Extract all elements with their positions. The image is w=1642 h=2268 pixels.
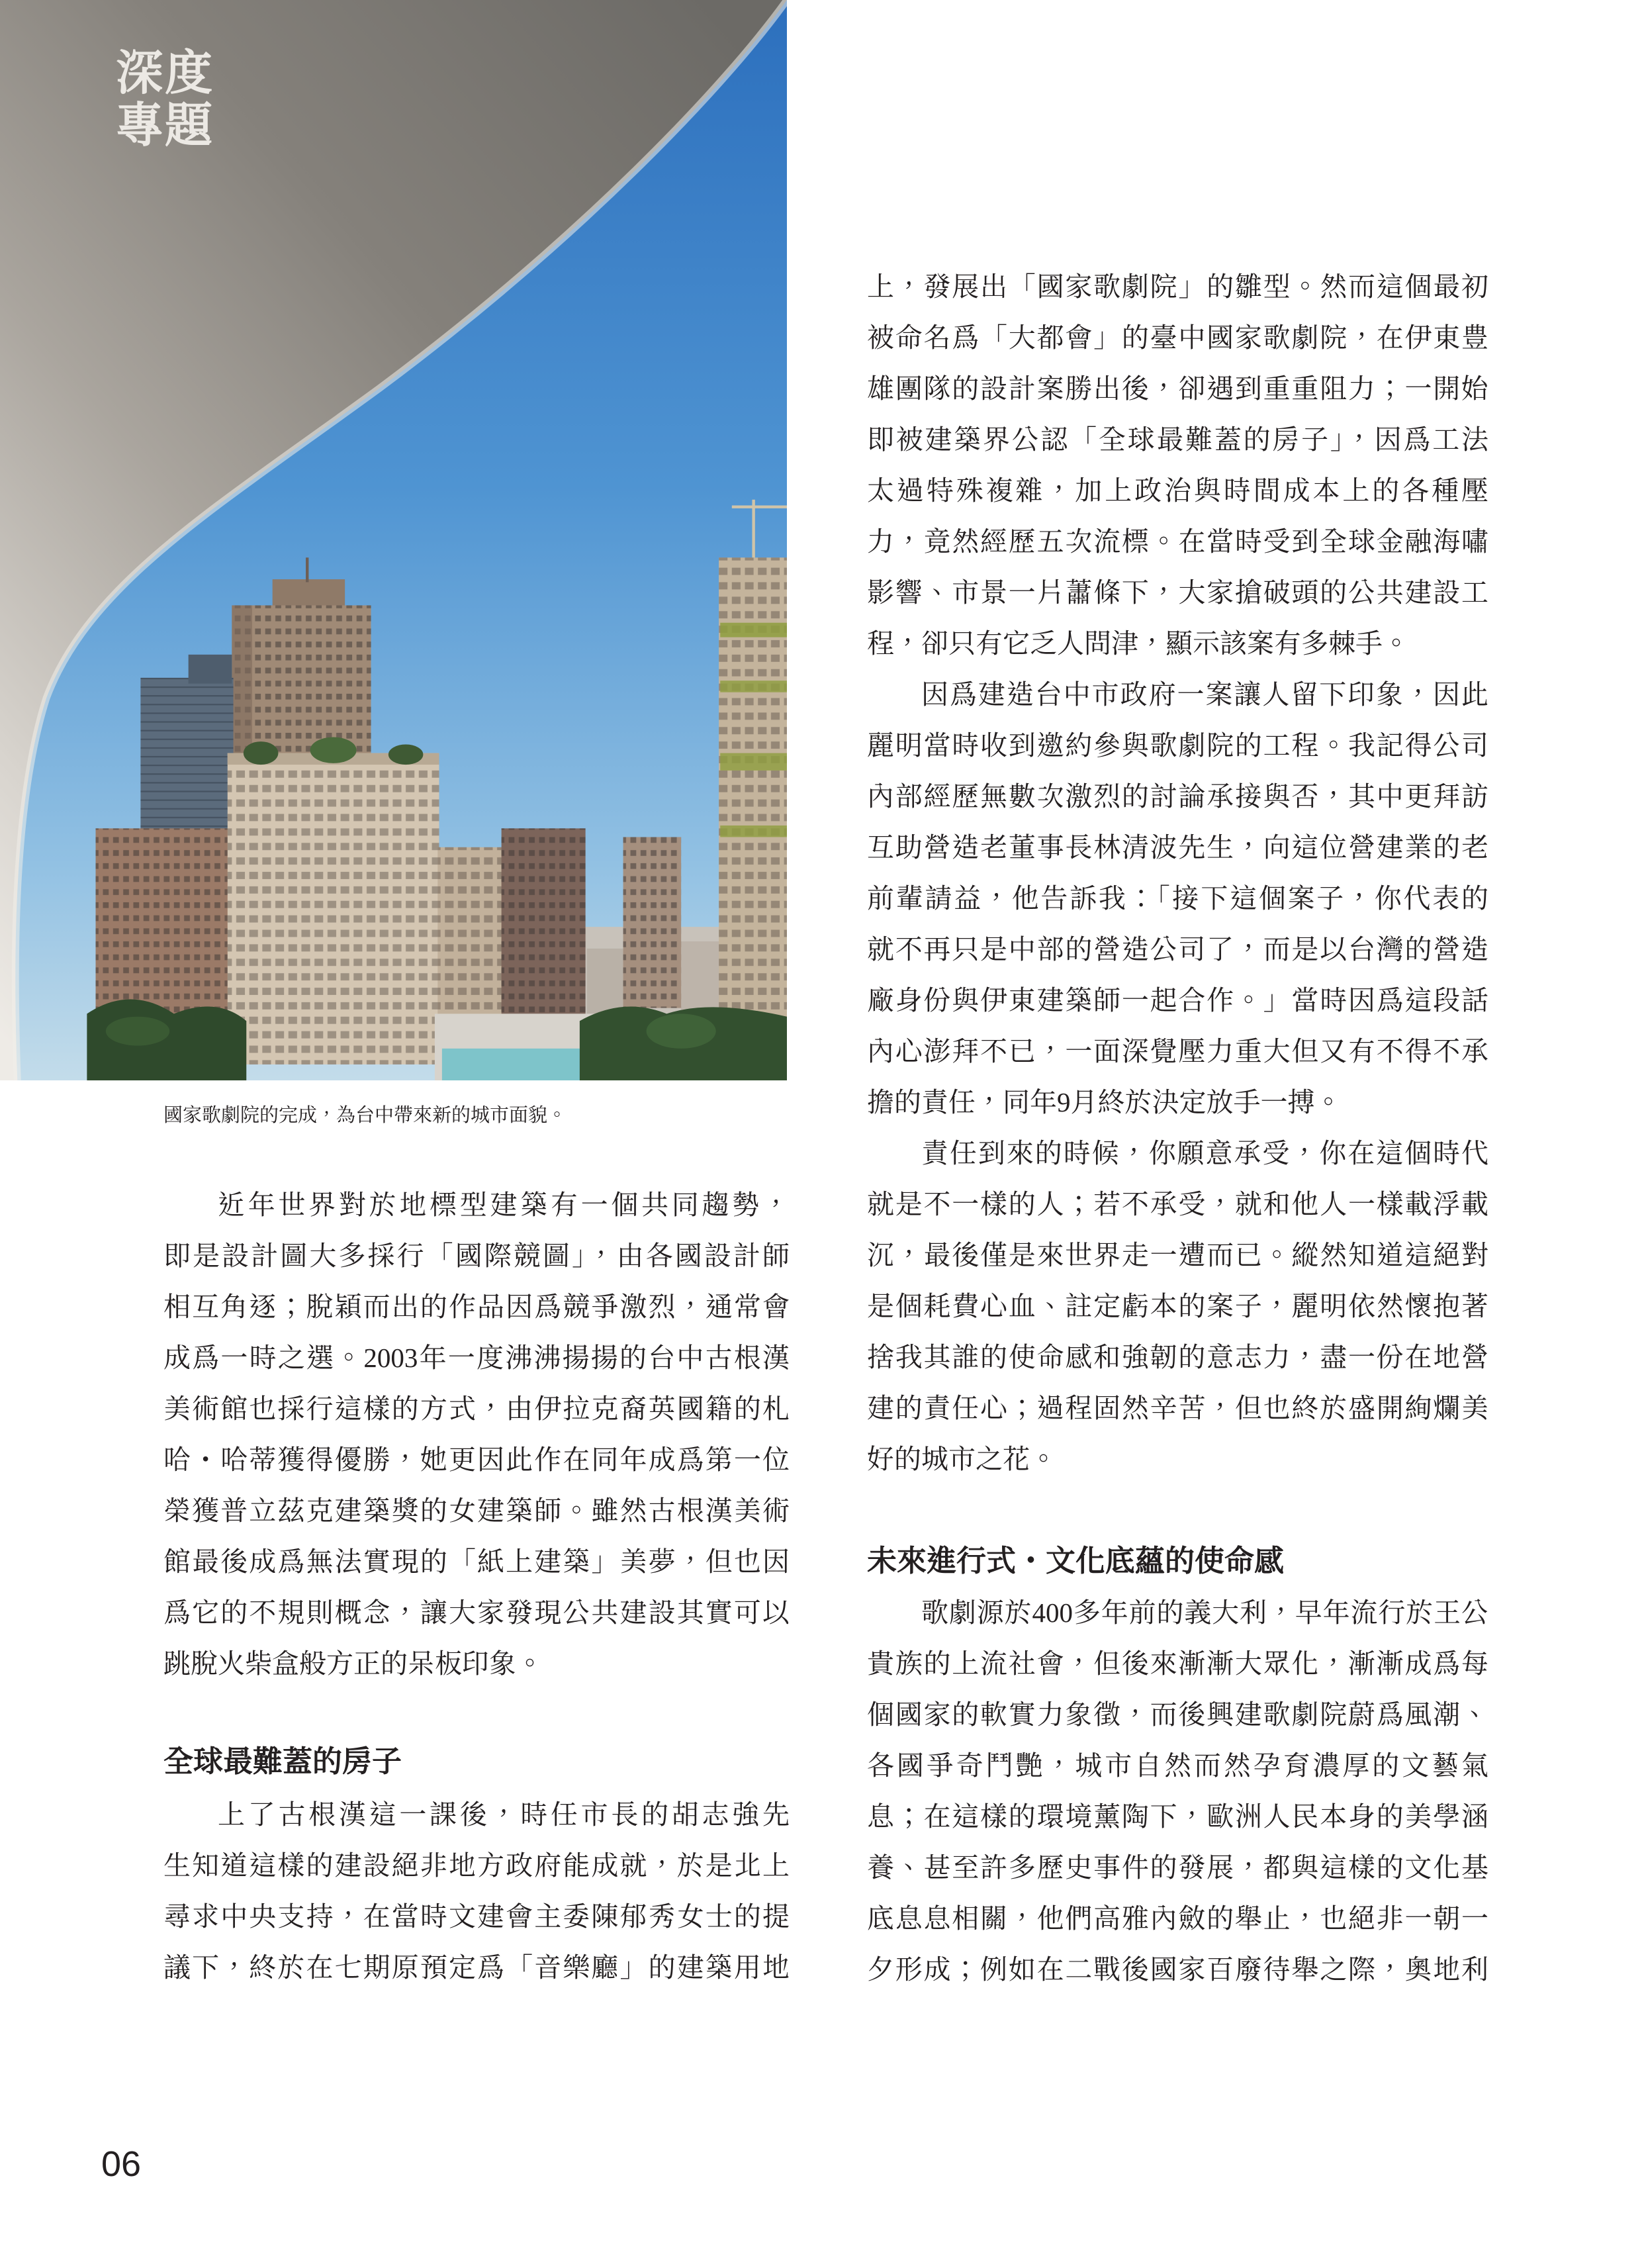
text-line: 夕形成；例如在二戰後國家百廢待舉之際，奧地利 [867, 1954, 1488, 1985]
text-line: 爲它的不規則概念，讓大家發現公共建設其實可以 [163, 1597, 790, 1628]
text-line: 內部經歷無數次激烈的討論承接與否，其中更拜訪 [867, 781, 1488, 812]
text-line: 是個耗費心血、註定虧本的案子，麗明依然懷抱著 [867, 1291, 1488, 1321]
right-paragraph-3 [867, 1128, 1488, 1485]
text-line: 貴族的上流社會，但後來漸漸大眾化，漸漸成爲每 [867, 1648, 1488, 1679]
text-line: 議下，終於在七期原預定爲「音樂廳」的建築用地 [163, 1952, 790, 1983]
text-line: 個國家的軟實力象徵，而後興建歌劇院蔚爲風潮、 [867, 1699, 1488, 1730]
text-line: 好的城市之花。 [867, 1444, 1057, 1474]
right-paragraph-1 [867, 261, 1488, 669]
section-heading-future: 未來進行式・文化底蘊的使命感 [867, 1544, 1285, 1578]
text-line: 責任到來的時候，你願意承受，你在這個時代 [921, 1138, 1488, 1168]
text-line: 息；在這樣的環境薰陶下，歐洲人民本身的美學涵 [867, 1801, 1488, 1832]
text-line: 生知道這樣的建設絕非地方政府能成就，於是北上 [163, 1850, 790, 1881]
text-line: 捨我其誰的使命感和強韌的意志力，盡一份在地營 [867, 1342, 1488, 1372]
right-paragraph-2 [867, 669, 1488, 1128]
page-number: 06 [101, 2144, 142, 2184]
text-line: 內心澎拜不已，一面深覺壓力重大但又有不得不承 [867, 1036, 1488, 1066]
photo-caption: 國家歌劇院的完成，為台中帶來新的城市面貌。 [163, 1105, 567, 1126]
text-line: 擔的責任，同年9月終於決定放手一搏。 [867, 1087, 1342, 1117]
text-line: 歌劇源於400多年前的義大利，早年流行於王公 [921, 1597, 1488, 1628]
text-line: 互助營造老董事長林清波先生，向這位營建業的老 [867, 832, 1488, 863]
text-line: 麗明當時收到邀約參與歌劇院的工程。我記得公司 [867, 730, 1488, 761]
text-line: 就不再只是中部的營造公司了，而是以台灣的營造 [867, 934, 1488, 965]
text-line: 影響、市景一片蕭條下，大家搶破頭的公共建設工 [867, 577, 1488, 608]
section-tag-line-1: 深度 [116, 44, 214, 101]
text-line: 哈・哈蒂獲得優勝，她更因此作在同年成爲第一位 [163, 1444, 790, 1475]
text-line: 廠身份與伊東建築師一起合作。」當時因爲這段話 [867, 985, 1488, 1016]
text-line: 雄團隊的設計案勝出後，卻遇到重重阻力；一開始 [867, 373, 1488, 404]
text-line: 即被建築界公認「全球最難蓋的房子」，因爲工法 [867, 424, 1488, 455]
text-line: 成爲一時之選。2003年一度沸沸揚揚的台中古根漢 [163, 1343, 790, 1373]
text-line: 底息息相關，他們高雅內斂的舉止，也絕非一朝一 [867, 1903, 1488, 1934]
text-line: 被命名爲「大都會」的臺中國家歌劇院，在伊東豊 [867, 322, 1488, 353]
text-line: 相互角逐；脫穎而出的作品因爲競爭激烈，通常會 [163, 1292, 790, 1322]
text-line: 沉，最後僅是來世界走一遭而已。縱然知道這絕對 [867, 1240, 1488, 1270]
text-line: 力，竟然經歷五次流標。在當時受到全球金融海嘯 [867, 526, 1488, 557]
section-heading-hardest-building: 全球最難蓋的房子 [163, 1744, 402, 1778]
right-paragraph-group [867, 261, 1488, 1485]
text-line: 前輩請益，他告訴我：「接下這個案子，你代表的 [867, 883, 1488, 914]
text-line: 程，卻只有它乏人問津，顯示該案有多棘手。 [867, 628, 1410, 659]
text-line: 美術館也採行這樣的方式，由伊拉克裔英國籍的札 [163, 1394, 790, 1424]
text-line: 榮獲普立茲克建築獎的女建築師。雖然古根漢美術 [163, 1495, 790, 1526]
text-line: 太過特殊複雜，加上政治與時間成本上的各種壓 [867, 475, 1488, 506]
right-paragraph-4 [867, 1587, 1488, 1995]
section-tag-line-2: 專題 [116, 97, 214, 153]
left-paragraph-2 [163, 1789, 790, 1993]
text-line: 即是設計圖大多採行「國際競圖」，由各國設計師 [163, 1241, 790, 1271]
text-line: 館最後成爲無法實現的「紙上建築」美夢，但也因 [163, 1546, 790, 1577]
section-tag [116, 46, 214, 151]
text-line: 跳脫火柴盒般方正的呆板印象。 [163, 1648, 543, 1679]
text-line: 上了古根漢這一課後，時任市長的胡志強先 [218, 1799, 790, 1830]
left-paragraph-1 [163, 1180, 790, 1689]
text-line: 養、甚至許多歷史事件的發展，都與這樣的文化基 [867, 1852, 1488, 1883]
photo-illustration [0, 0, 787, 1080]
text-line: 各國爭奇鬥艷，城市自然而然孕育濃厚的文藝氣 [867, 1750, 1488, 1781]
text-line: 就是不一樣的人；若不承受，就和他人一樣載浮載 [867, 1189, 1488, 1219]
text-line: 建的責任心；過程固然辛苦，但也終於盛開絢爛美 [867, 1393, 1488, 1423]
opera-house-photo [0, 0, 787, 1080]
text-line: 近年世界對於地標型建築有一個共同趨勢， [218, 1190, 790, 1220]
text-line: 尋求中央支持，在當時文建會主委陳郁秀女士的提 [163, 1901, 790, 1932]
text-line: 因爲建造台中市政府一案讓人留下印象，因此 [921, 679, 1488, 710]
text-line: 上，發展出「國家歌劇院」的雛型。然而這個最初 [867, 271, 1488, 302]
